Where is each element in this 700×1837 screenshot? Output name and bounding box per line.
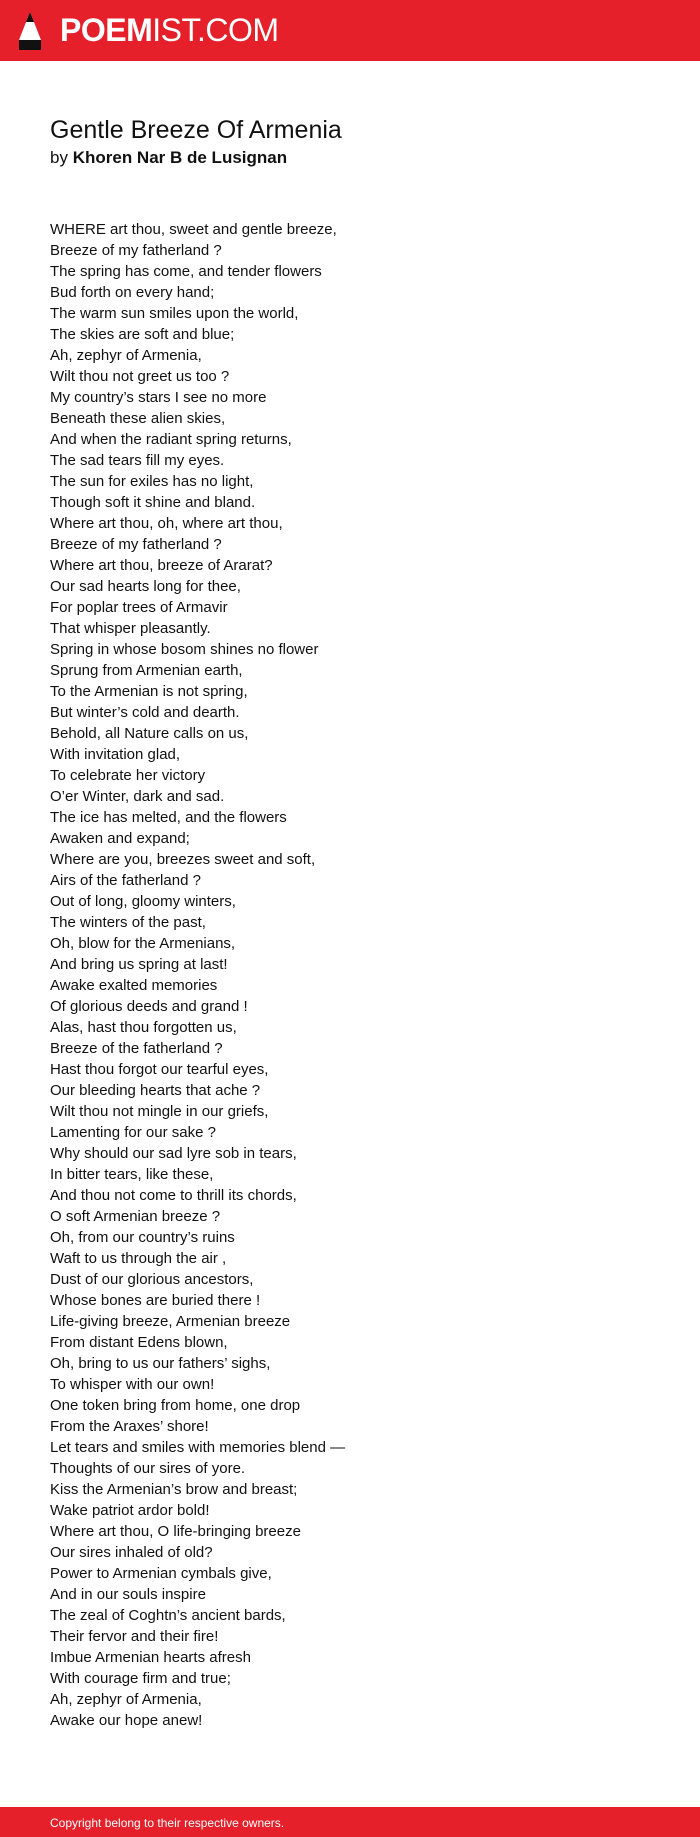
poem-line: Why should our sad lyre sob in tears, — [50, 1145, 297, 1162]
poem-line: Spring in whose bosom shines no flower — [50, 641, 319, 658]
poem-line: Where are you, breezes sweet and soft, — [50, 851, 316, 868]
poem-line: But winter’s cold and dearth. — [50, 704, 240, 721]
poem-line: Their fervor and their fire! — [50, 1628, 219, 1645]
logo-bold-text: POEM — [60, 12, 153, 48]
poem-line: Breeze of my fatherland ? — [50, 242, 222, 259]
logo-light-text: IST.COM — [152, 12, 279, 48]
copyright-text: Copyright belong to their respective owners. — [50, 1816, 285, 1830]
site-footer — [0, 1807, 700, 1837]
poem-line: Of glorious deeds and grand ! — [50, 998, 248, 1015]
poem-line: Oh, from our country’s ruins — [50, 1229, 235, 1246]
poem-line: Power to Armenian cymbals give, — [50, 1565, 272, 1582]
poem-line: Oh, blow for the Armenians, — [50, 935, 236, 952]
poem-line: From distant Edens blown, — [50, 1334, 228, 1351]
poem-line: WHERE art thou, sweet and gentle breeze, — [50, 221, 337, 238]
poem-line: The warm sun smiles upon the world, — [50, 305, 299, 322]
poem-line: Airs of the fatherland ? — [50, 872, 201, 889]
poem-line: Where art thou, O life-bringing breeze — [50, 1523, 301, 1540]
poem-line: And thou not come to thrill its chords, — [50, 1187, 297, 1204]
poem-line: My country’s stars I see no more — [50, 389, 267, 406]
poem-line: Breeze of my fatherland ? — [50, 536, 222, 553]
poem-line: In bitter tears, like these, — [50, 1166, 214, 1183]
poem-body — [50, 219, 670, 1731]
poem-line: Our bleeding hearts that ache ? — [50, 1082, 261, 1099]
poem-line: The zeal of Coghtn’s ancient bards, — [50, 1607, 286, 1624]
poem-line: Though soft it shine and bland. — [50, 494, 256, 511]
poem-line: Thoughts of our sires of yore. — [50, 1460, 246, 1477]
poem-line: Let tears and smiles with memories blend — — [50, 1439, 346, 1456]
poem-line: Our sires inhaled of old? — [50, 1544, 213, 1561]
poem-line: The ice has melted, and the flowers — [50, 809, 287, 826]
poem-line: Oh, bring to us our fathers’ sighs, — [50, 1355, 271, 1372]
poem-line: Alas, hast thou forgotten us, — [50, 1019, 237, 1036]
poem-line: And bring us spring at last! — [50, 956, 228, 973]
site-header — [0, 0, 700, 61]
poem-title: Gentle Breeze Of Armenia — [50, 116, 342, 144]
poem-line: Life-giving breeze, Armenian breeze — [50, 1313, 291, 1330]
poem-line: Where art thou, oh, where art thou, — [50, 515, 283, 532]
poem-line: Waft to us through the air , — [50, 1250, 227, 1267]
poem-line: To whisper with our own! — [50, 1376, 215, 1393]
poem-line: Wake patriot ardor bold! — [50, 1502, 210, 1519]
poem-line: Wilt thou not mingle in our griefs, — [50, 1103, 269, 1120]
poem-line: Awaken and expand; — [50, 830, 190, 847]
site-logo[interactable] — [60, 12, 279, 48]
poem-line: Our sad hearts long for thee, — [50, 578, 241, 595]
poem-line: From the Araxes’ shore! — [50, 1418, 209, 1435]
poem-line: Sprung from Armenian earth, — [50, 662, 243, 679]
poem-line: For poplar trees of Armavir — [50, 599, 228, 616]
poem-line: Where art thou, breeze of Ararat? — [50, 557, 273, 574]
poem-line: And when the radiant spring returns, — [50, 431, 292, 448]
poem-line: Kiss the Armenian’s brow and breast; — [50, 1481, 298, 1498]
poem-line: The sad tears fill my eyes. — [50, 452, 225, 469]
poem-line: Hast thou forgot our tearful eyes, — [50, 1061, 269, 1078]
poem-line: Awake our hope anew! — [50, 1712, 203, 1729]
poem-line: O soft Armenian breeze ? — [50, 1208, 221, 1225]
poem-line: Lamenting for our sake ? — [50, 1124, 216, 1141]
poem-line: Beneath these alien skies, — [50, 410, 226, 427]
poem-line: Dust of our glorious ancestors, — [50, 1271, 254, 1288]
pencil-logo-icon[interactable] — [18, 10, 42, 52]
poem-line: One token bring from home, one drop — [50, 1397, 301, 1414]
poem-line: Imbue Armenian hearts afresh — [50, 1649, 251, 1666]
poem-line: That whisper pleasantly. — [50, 620, 211, 637]
poem-line: To the Armenian is not spring, — [50, 683, 248, 700]
poem-line: To celebrate her victory — [50, 767, 206, 784]
poem-line: The skies are soft and blue; — [50, 326, 235, 343]
poem-line: Ah, zephyr of Armenia, — [50, 347, 202, 364]
poem-line: The winters of the past, — [50, 914, 206, 931]
by-label: by — [50, 148, 68, 167]
poem-line: Whose bones are buried there ! — [50, 1292, 261, 1309]
byline — [50, 147, 287, 169]
poem-line: With courage firm and true; — [50, 1670, 231, 1687]
poem-line: Bud forth on every hand; — [50, 284, 215, 301]
poem-line: The spring has come, and tender flowers — [50, 263, 322, 280]
poem-line: Behold, all Nature calls on us, — [50, 725, 249, 742]
poem-line: The sun for exiles has no light, — [50, 473, 254, 490]
poem-line: O’er Winter, dark and sad. — [50, 788, 225, 805]
poem-line: Wilt thou not greet us too ? — [50, 368, 230, 385]
poem-line: With invitation glad, — [50, 746, 181, 763]
poem-line: Breeze of the fatherland ? — [50, 1040, 223, 1057]
poem-line: Out of long, gloomy winters, — [50, 893, 236, 910]
poem-line: Awake exalted memories — [50, 977, 218, 994]
author-name: Khoren Nar B de Lusignan — [72, 148, 288, 167]
poem-line: Ah, zephyr of Armenia, — [50, 1691, 202, 1708]
poem-line: And in our souls inspire — [50, 1586, 206, 1603]
